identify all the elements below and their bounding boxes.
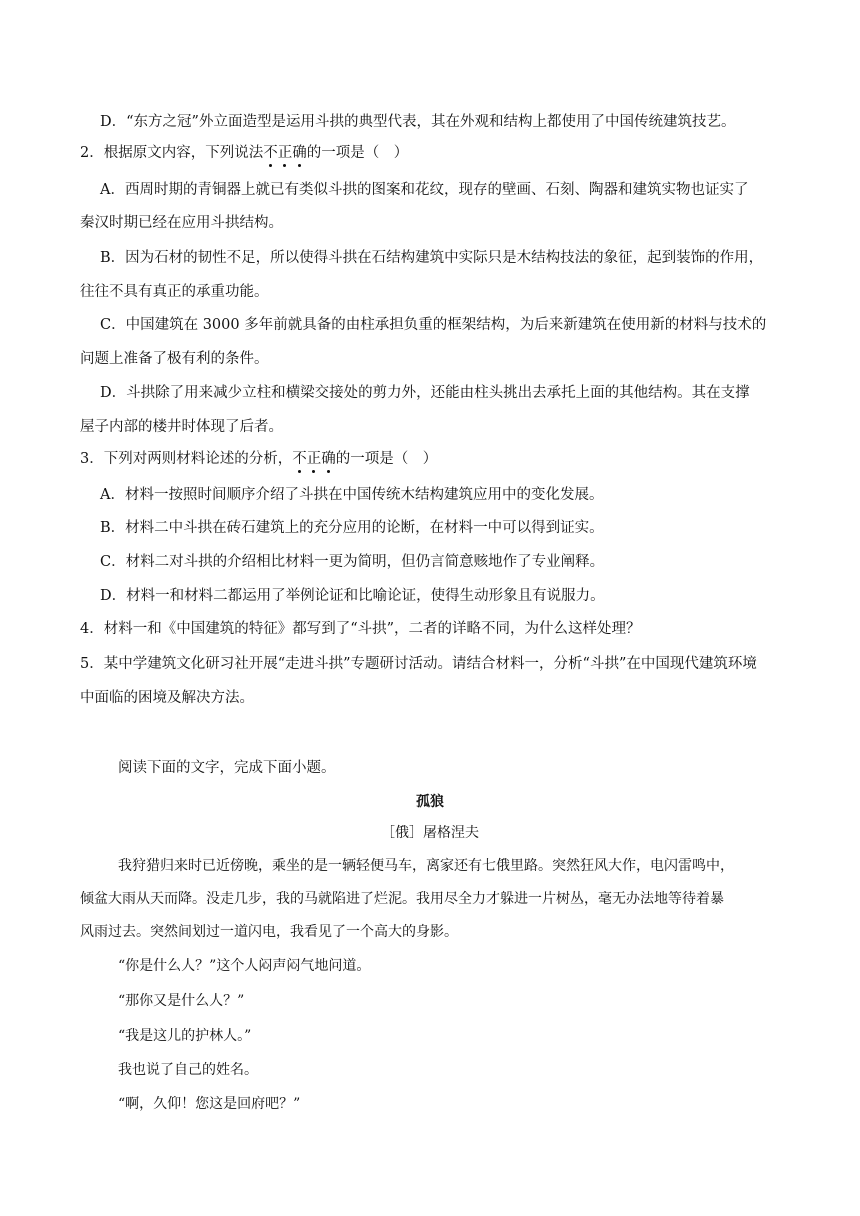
q2-emph-char: 确 — [292, 145, 307, 161]
q2-emph-char: 正 — [277, 145, 293, 161]
q1-option-d: D．“东方之冠”外立面造型是运用斗拱的典型代表，其在外观和结构上都使用了中国传统建筑技艺。 — [100, 114, 736, 130]
story-dialogue-line: “那你又是什么人？” — [118, 993, 245, 1009]
q2-stem — [80, 143, 408, 163]
q2-emph-char: 不 — [263, 145, 278, 161]
story-title: 孤狼 — [416, 794, 444, 810]
q3-stem — [80, 449, 437, 469]
q2-option-d-line2: 屋子内部的楼井时体现了后者。 — [80, 419, 283, 435]
story-paragraph-line: 倾盆大雨从天而降。没走几步，我的马就陷进了烂泥。我用尽全力才躲进一片树丛，毫无办法地等待着暴 — [80, 891, 724, 907]
q3-option-c: C．材料二对斗拱的介绍相比材料一更为简明，但仍言简意赅地作了专业阐释。 — [100, 554, 605, 570]
story-paragraph-line: 风雨过去。突然间划过一道闪电，我看见了一个高大的身影。 — [80, 924, 458, 940]
q2-option-b-line1: B．因为石材的韧性不足，所以使得斗拱在石结构建筑中实际只是木结构技法的象征，起到装饰的作用， — [100, 250, 764, 266]
story-author: ［俄］屠格涅夫 — [381, 825, 479, 841]
q5-stem-line1: 5．某中学建筑文化研习社开展“走进斗拱”专题研讨活动。请结合材料一，分析“斗拱”在中国现代建筑环境 — [80, 656, 757, 672]
q3-option-b: B．材料二中斗拱在砖石建筑上的充分应用的论断，在材料一中可以得到证实。 — [100, 520, 604, 536]
q2-option-c-line2: 问题上准备了极有利的条件。 — [80, 351, 269, 367]
q2-option-b-line2: 往往不具有真正的承重功能。 — [80, 284, 269, 300]
story-dialogue-line: “啊，久仰！您这是回府吧？” — [118, 1096, 301, 1112]
q2-stem-before: 2．根据原文内容，下列说法 — [80, 145, 264, 161]
q5-stem-line2: 中面临的困境及解决方法。 — [80, 690, 254, 706]
story-paragraph-line: 我也说了自己的姓名。 — [118, 1062, 258, 1078]
q2-stem-after: 的一项是（ ） — [306, 145, 409, 161]
story-dialogue-line: “我是这儿的护林人。” — [118, 1028, 252, 1044]
q3-option-a: A．材料一按照时间顺序介绍了斗拱在中国传统木结构建筑应用中的变化发展。 — [100, 487, 604, 503]
q2-option-a-line2: 秦汉时期已经在应用斗拱结构。 — [80, 215, 283, 231]
story-paragraph-line: 我狩猎归来时已近傍晚，乘坐的是一辆轻便马车，离家还有七俄里路。突然狂风大作，电闪雷鸣中， — [118, 858, 734, 874]
q4-stem: 4．材料一和《中国建筑的特征》都写到了“斗拱”，二者的详略不同，为什么这样处理？ — [80, 621, 641, 637]
q2-option-c-line1: C．中国建筑在 3000 多年前就具备的由柱承担负重的框架结构，为后来新建筑在使用新的材料与技术的 — [100, 317, 767, 333]
q2-option-d-line1: D．斗拱除了用来减少立柱和横梁交接处的剪力外，还能由柱头挑出去承托上面的其他结构。其在支撑 — [100, 385, 750, 401]
q3-emph-char: 正 — [306, 451, 322, 467]
q2-option-a-line1: A．西周时期的青铜器上就已有类似斗拱的图案和花纹，现存的壁画、石刻、陶器和建筑实物也证实了 — [100, 182, 749, 198]
q3-option-d: D．材料一和材料二都运用了举例论证和比喻论证，使得生动形象且有说服力。 — [100, 588, 605, 604]
q3-stem-after: 的一项是（ ） — [335, 451, 438, 467]
story-dialogue-line: “你是什么人？”这个人闷声闷气地问道。 — [118, 958, 371, 974]
q3-emph-char: 不 — [292, 451, 307, 467]
reading-instruction: 阅读下面的文字，完成下面小题。 — [118, 760, 336, 776]
q3-stem-before: 3．下列对两则材料论述的分析， — [80, 451, 293, 467]
q3-emph-char: 确 — [321, 451, 336, 467]
